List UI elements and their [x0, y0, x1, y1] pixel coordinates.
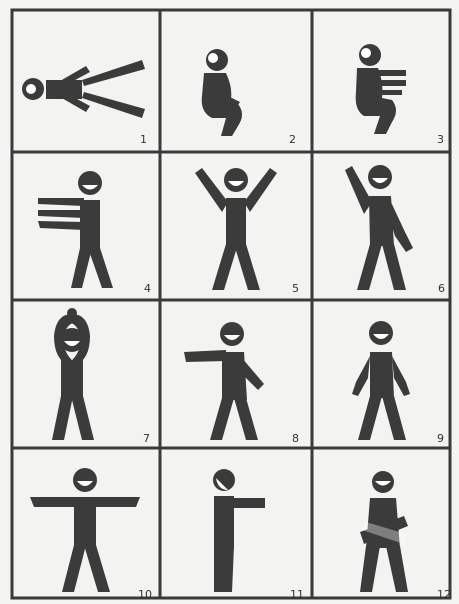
panel-7 — [52, 308, 150, 445]
figure-arms-up-icon — [195, 168, 277, 290]
figure-arms-crossed-icon — [360, 471, 408, 592]
panel-9 — [352, 321, 444, 445]
figure-standing-icon — [352, 321, 410, 440]
figure-hands-on-head-icon — [52, 308, 94, 440]
panel-6 — [345, 165, 445, 295]
panel-4 — [38, 171, 151, 295]
panel-11 — [213, 469, 304, 601]
figure-one-arm-up-icon — [345, 165, 413, 290]
panel-5 — [195, 168, 299, 295]
panel-number: 5 — [292, 282, 299, 295]
panel-number: 12 — [437, 588, 451, 601]
panel-12 — [360, 471, 451, 601]
panel-number: 8 — [292, 432, 299, 445]
figure-lying-icon — [22, 60, 145, 118]
panel-number: 4 — [144, 282, 151, 295]
panel-number: 3 — [437, 133, 444, 146]
panel-8 — [184, 322, 299, 445]
figure-crouch-arms-forward-icon — [356, 44, 406, 134]
panel-1 — [22, 60, 147, 146]
figure-side-arm-forward-icon — [213, 469, 265, 592]
panel-number: 9 — [437, 432, 444, 445]
figure-arms-out-icon — [30, 468, 140, 592]
panel-10 — [30, 468, 152, 601]
panel-2 — [202, 49, 296, 146]
figure-crouching-icon — [202, 49, 242, 136]
panel-number: 1 — [140, 133, 147, 146]
panel-number: 2 — [289, 133, 296, 146]
panel-number: 7 — [143, 432, 150, 445]
figure-arms-forward-icon — [38, 171, 113, 288]
figure-pointing-icon — [184, 322, 264, 440]
panel-number: 6 — [438, 282, 445, 295]
panel-number: 10 — [138, 588, 152, 601]
panel-number: 11 — [290, 588, 304, 601]
panel-3 — [356, 44, 444, 146]
